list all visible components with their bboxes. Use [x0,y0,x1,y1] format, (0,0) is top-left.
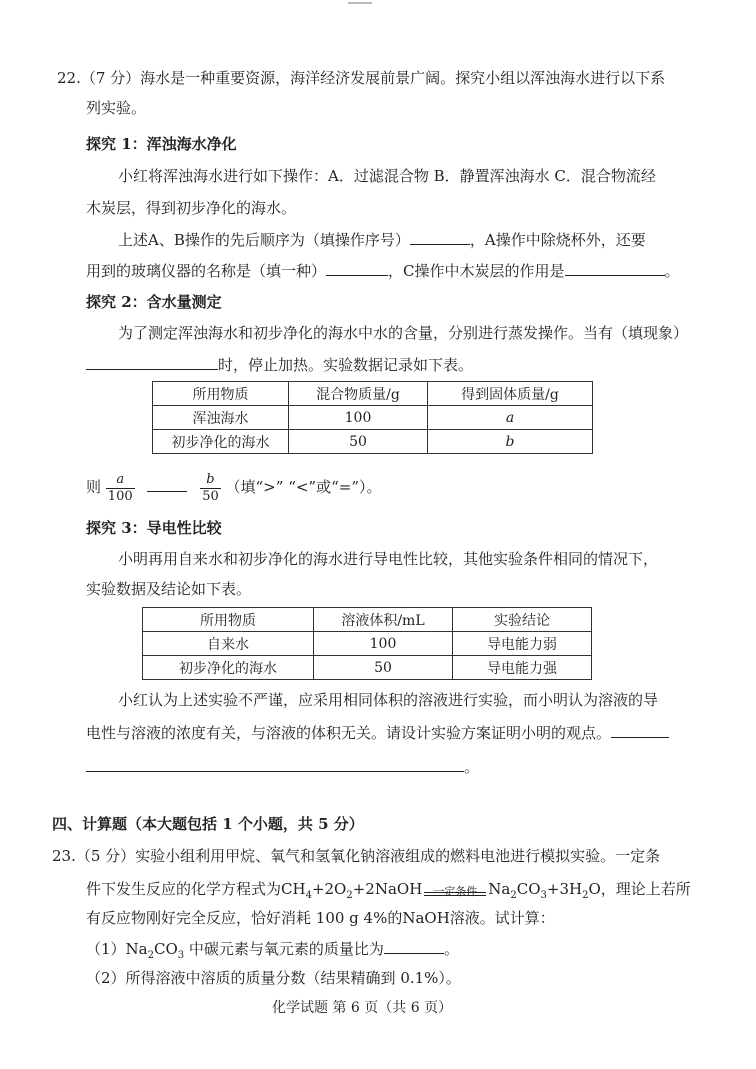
explore2-title: 探究 2：含水量测定 [86,293,222,311]
table-header: 实验结论 [453,608,592,632]
eq-sub: 2 [582,890,589,901]
mass-ratio-blank[interactable] [384,938,444,954]
q23-item2: （2）所得溶液中溶质的质量分数（结果精确到 0.1%）。 [86,969,461,987]
eq-text: Na [488,880,511,898]
eq-sub: 2 [510,890,517,901]
charcoal-role-blank[interactable] [565,260,665,276]
item1-sub: 2 [147,950,154,961]
eq-text: +2O [311,880,347,898]
table-cell: 导电能力强 [453,656,592,680]
reaction-condition: 一定条件 [433,885,478,898]
phenomenon-blank[interactable] [86,354,218,370]
page-footer: 化学试题 第 6 页（共 6 页） [272,1000,453,1016]
table-header: 所用物质 [143,608,314,632]
explore3-p2: 实验数据及结论如下表。 [86,580,252,598]
table-cell: 100 [314,632,453,656]
q22-line1: 22.（7 分）海水是一种重要资源，海洋经济发展前景广阔。探究小组以浑浊海水进行以下系 [57,69,666,87]
table-cell: 50 [314,656,453,680]
explore3-p1: 小明再用自来水和初步净化的海水进行导电性比较，其他实验条件相同的情况下， [118,550,659,568]
compare-blank[interactable] [147,476,187,492]
cmp-prefix: 则 [86,478,102,496]
table-row [143,632,592,656]
table-header: 溶液体积/mL [314,608,453,632]
explore2-p1: 为了测定浑浊海水和初步净化的海水中水的含量，分别进行蒸发操作。当有（填现象） [118,324,689,342]
table-cell: 初步净化的海水 [143,656,314,680]
table-row [153,406,593,430]
table-header: 混合物质量/g [289,382,428,406]
table-cell: 浑浊海水 [153,406,289,430]
frac-den: 50 [202,488,219,504]
explore1-p4 [86,260,680,281]
q23-line3: 有反应物刚好完全反应，恰好消耗 100 g 4%的NaOH溶液。试计算： [86,909,555,927]
cmp-suffix: （填“>” “<”或“=”）。 [225,478,382,496]
eq-sub: 4 [305,890,312,901]
explore1-p3-b: ，A操作中除烧杯外，还要 [469,231,646,249]
explore3-p5 [86,756,479,777]
scan-mark [348,2,372,4]
equals-bar-top [424,892,486,893]
q23-item1 [86,938,459,966]
table-row [153,430,593,454]
table-cell: 初步净化的海水 [153,430,289,454]
section4-title: 四、计算题（本大题包括 1 个小题，共 5 分） [52,815,364,833]
explore1-p4-b: ，C操作中木炭层的作用是 [388,262,565,280]
explore2-p2 [86,354,473,375]
item1-sub: 3 [177,950,185,961]
item1-text: 中碳元素与氧元素的质量比为 [184,940,384,958]
explore3-p5-end: 。 [464,758,480,776]
frac-num: a [106,472,135,489]
explore1-p1: 小红将浑浊海水进行如下操作：A．过滤混合物 B．静置浑浊海水 C．混合物流经 [118,167,656,185]
table-cell: 100 [289,406,428,430]
explore1-p3-a: 上述A、B操作的先后顺序为（填操作序号） [118,231,410,249]
q22-line2: 列实验。 [86,99,147,117]
equals-bar-bottom [424,895,486,896]
item1-end: 。 [443,940,459,958]
explore1-p4-c: 。 [664,262,680,280]
table-header-row [153,382,593,406]
explore3-p4-text: 电性与溶液的浓度有关，与溶液的体积无关。请设计实验方案证明小明的观点。 [86,724,612,742]
table-row [143,656,592,680]
explore3-title: 探究 3：导电性比较 [86,519,222,537]
explore1-title: 探究 1：浑浊海水净化 [86,135,237,153]
eq-text: CO [516,880,541,898]
eq-sub: 3 [540,890,547,901]
item1-text: CO [154,940,178,958]
explore1-p4-a: 用到的玻璃仪器的名称是（填一种） [86,262,327,280]
table-header: 得到固体质量/g [428,382,593,406]
water-content-table [152,381,593,454]
eq-sub: 2 [346,890,353,901]
eq-text: O，理论上若所 [588,880,691,898]
explore1-p2: 木炭层，得到初步净化的海水。 [86,199,297,217]
table-cell: a [428,406,593,430]
glassware-blank[interactable] [326,260,388,276]
explore2-p2-b: 时，停止加热。实验数据记录如下表。 [218,356,474,374]
design-blank-1[interactable] [611,722,669,738]
table-header: 所用物质 [153,382,289,406]
fraction-a-over-100 [106,472,135,505]
table-cell: 导电能力弱 [453,632,592,656]
explore3-p3: 小红认为上述实验不严谨，应采用相同体积的溶液进行实验，而小明认为溶液的导 [118,691,659,709]
q23-line2 [86,874,691,911]
explore1-p3 [118,229,646,250]
conductivity-table [142,607,592,680]
fraction-b-over-50 [200,472,221,505]
ratio-comparison [86,470,382,505]
order-blank[interactable] [410,229,470,245]
design-blank-2[interactable] [86,756,464,772]
table-cell: 50 [289,430,428,454]
q23-line1: 23.（5 分）实验小组利用甲烷、氧气和氢氧化钠溶液组成的燃料电池进行模拟实验。一定条 [52,847,661,865]
eq-text: +2NaOH [352,880,423,898]
eq-text: 件下发生反应的化学方程式为CH [86,880,306,898]
reaction-arrow [422,880,488,900]
explore3-p4 [86,722,669,743]
frac-den: 100 [107,488,133,504]
eq-text: +3H [546,880,583,898]
table-header-row [143,608,592,632]
item1-text: （1）Na [86,940,148,958]
table-cell: b [428,430,593,454]
table-cell: 自来水 [143,632,314,656]
frac-num: b [200,472,221,489]
